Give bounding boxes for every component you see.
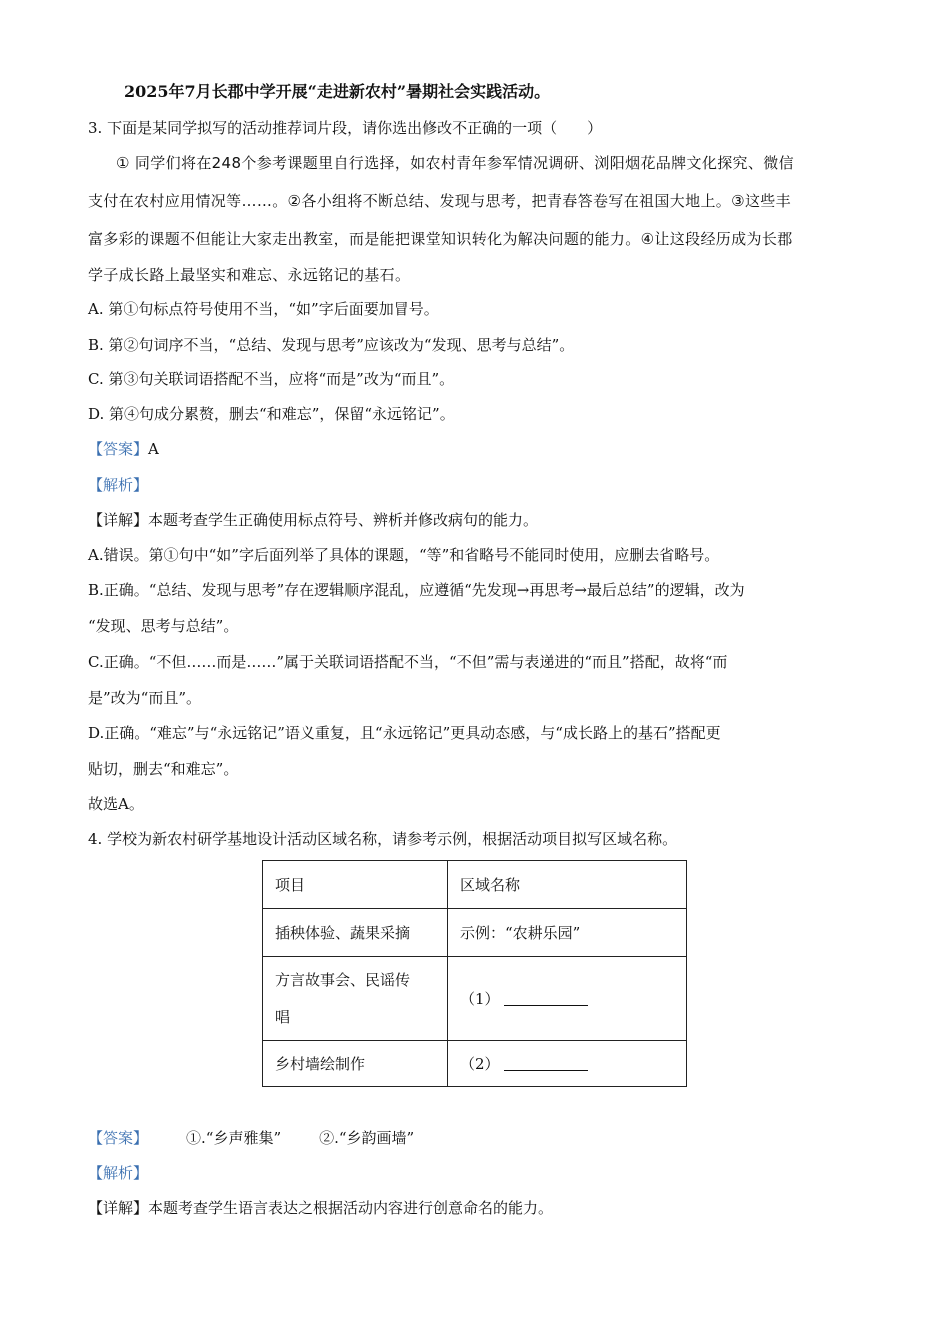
q3-passage-line: 学子成长路上最坚实和难忘、永远铭记的基石。 <box>88 266 411 284</box>
q3-detail-line: 贴切，删去“和难忘”。 <box>88 760 239 778</box>
q3-option-b: B. 第②句词序不当，“总结、发现与思考”应该改为“发现、思考与总结”。 <box>88 336 575 354</box>
q3-detail-line: 是”改为“而且”。 <box>88 689 202 707</box>
table-header-row <box>263 861 687 909</box>
answer-value: A <box>148 440 159 458</box>
answer-value: ②.“乡韵画墙” <box>319 1129 415 1147</box>
table-header-cell: 项目 <box>263 861 448 909</box>
q3-detail-line: B.正确。“总结、发现与思考”存在逻辑顺序混乱，应遵循“先发现→再思考→最后总结”的逻辑，改为 <box>88 581 745 599</box>
table-header-cell: 区域名称 <box>448 861 687 909</box>
answer-tag: 【答案】 <box>88 440 149 458</box>
q3-passage-line: ① 同学们将在248个参考课题里自行选择，如农村青年参军情况调研、浏阳烟花品牌文化探究、微信 <box>116 154 794 172</box>
q3-stem: 3. 下面是某同学拟写的活动推荐词片段，请你选出修改不正确的一项（ ） <box>88 119 603 137</box>
q3-detail-line: D.正确。“难忘”与“永远铭记”语义重复，且“永远铭记”更具动态感，与“成长路上的基石”搭配更 <box>88 724 721 742</box>
table-cell-name <box>448 957 687 1041</box>
table-cell-project-line: 方言故事会、民谣传 <box>275 970 411 989</box>
table-row <box>263 1041 687 1087</box>
answer-blank <box>504 1055 588 1071</box>
table-cell-project: 插秧体验、蔬果采摘 <box>263 909 448 957</box>
table-cell-project <box>263 957 448 1041</box>
q3-detail-line: 【详解】本题考查学生正确使用标点符号、辨析并修改病句的能力。 <box>88 511 539 529</box>
q3-answer <box>88 439 159 459</box>
q4-answer <box>88 1128 414 1148</box>
q3-analysis-tag: 【解析】 <box>88 476 149 494</box>
q3-detail-line: A.错误。第①句中“如”字后面列举了具体的课题，“等”和省略号不能同时使用，应删去省略号。 <box>88 546 720 564</box>
page-title: 2025年7月长郡中学开展“走进新农村”暑期社会实践活动。 <box>124 82 551 101</box>
q3-detail-line: C.正确。“不但……而是……”属于关联词语搭配不当，“不但”需与表递进的“而且”搭配，故将“而 <box>88 653 728 671</box>
q3-option-c: C. 第③句关联词语搭配不当，应将“而是”改为“而且”。 <box>88 370 455 388</box>
blank-number: （1） <box>460 989 500 1008</box>
answer-blank <box>504 990 588 1006</box>
blank-number: （2） <box>460 1054 500 1073</box>
q4-stem: 4. 学校为新农村研学基地设计活动区域名称，请参考示例，根据活动项目拟写区域名称。 <box>88 830 678 848</box>
answer-tag: 【答案】 <box>88 1129 149 1147</box>
q4-analysis-tag: 【解析】 <box>88 1164 149 1182</box>
region-name-table <box>262 860 687 1087</box>
q3-passage-line: 支付在农村应用情况等……。②各小组将不断总结、发现与思考，把青春答卷写在祖国大地上。③这些丰 <box>88 192 791 210</box>
table-cell-project-line: 唱 <box>275 1007 291 1026</box>
table-cell-project: 乡村墙绘制作 <box>263 1041 448 1087</box>
q4-detail-line: 【详解】本题考查学生语言表达之根据活动内容进行创意命名的能力。 <box>88 1199 554 1217</box>
q3-option-a: A. 第①句标点符号使用不当，“如”字后面要加冒号。 <box>88 300 439 318</box>
table-cell-name <box>448 1041 687 1087</box>
table-row <box>263 957 687 1041</box>
table-cell-name: 示例：“农耕乐园” <box>448 909 687 957</box>
q3-detail-line: 故选A。 <box>88 795 144 813</box>
q3-passage-line: 富多彩的课题不但能让大家走出教室，而是能把课堂知识转化为解决问题的能力。④让这段经历成为长郡 <box>88 230 793 248</box>
answer-value: ①.“乡声雅集” <box>186 1129 282 1147</box>
table-row <box>263 909 687 957</box>
q3-detail-line: “发现、思考与总结”。 <box>88 617 239 635</box>
q3-option-d: D. 第④句成分累赘，删去“和难忘”，保留“永远铭记”。 <box>88 405 455 423</box>
